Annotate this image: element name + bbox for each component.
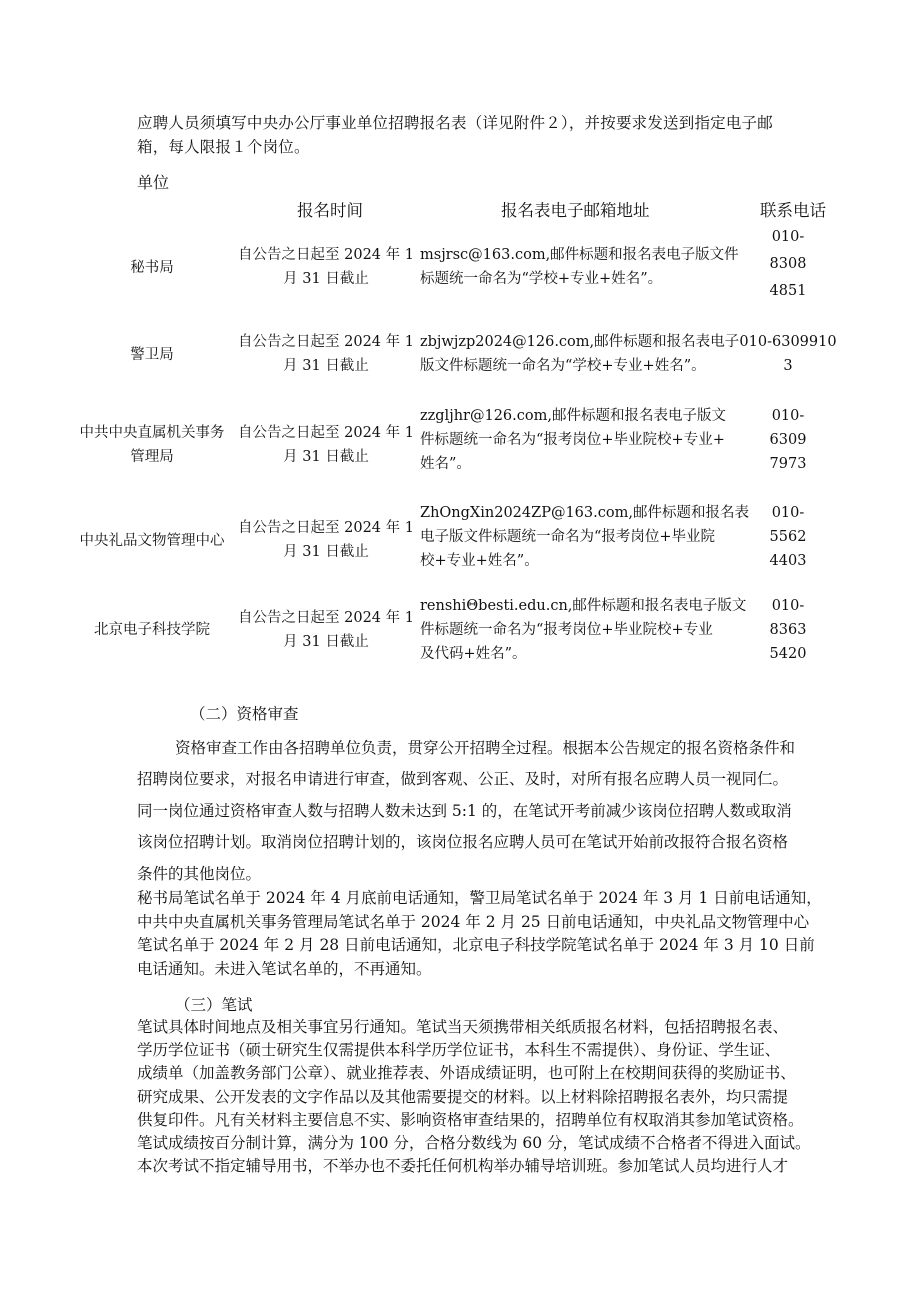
table-cell-unit: 北京电子科技学院 bbox=[94, 622, 210, 638]
table-cell-time: 自公告之日起至 2024 年 1 月 31 日截止 bbox=[238, 520, 414, 560]
table-header-email: 报名表电子邮箱地址 bbox=[501, 201, 650, 220]
table-cell-unit: 警卫局 bbox=[130, 347, 174, 363]
table-cell-unit: 中共中央直属机关事务 管理局 bbox=[79, 425, 225, 465]
section-heading-written-exam: （三）笔试 bbox=[175, 996, 253, 1014]
table-header-phone: 联系电话 bbox=[760, 201, 826, 220]
table-cell-time: 自公告之日起至 2024 年 1 月 31 日截止 bbox=[238, 610, 414, 650]
table-cell-phone: 010- 8363 5420 bbox=[769, 598, 807, 662]
section2-paragraph2: 秘书局笔试名单于 2024 年 4 月底前电话通知，警卫局笔试名单于 2024 年 3 月 1 日前电话通知， 中共中央直属机关事务管理局笔试名单于 2024 年 2 月 25 日前电话通知，中央礼品文物管理中心 笔试名单于 2024 年 2 月 28 日前电话通知，北京电子科技学院笔试名单于 2024 年 3 月 10 日前 电话通知。未进入笔试名单的，不再通知。 bbox=[137, 889, 822, 978]
table-cell-unit: 秘书局 bbox=[130, 260, 174, 276]
table-cell-email: zzgljhr@126.com,邮件标题和报名表电子版文 件标题统一命名为“报考岗位+毕业院校+专业+ 姓名”。 bbox=[420, 408, 726, 472]
table-cell-email: zbjwjzp2024@126.com,邮件标题和报名表电子 版文件标题统一命名为“学校+专业+姓名”。 bbox=[420, 334, 740, 374]
table-cell-email: ZhOngXin2024ZP@163.com,邮件标题和报名表 电子版文件标题统一命名为“报考岗位+毕业院 校+专业+姓名”。 bbox=[420, 505, 749, 569]
table-header-time: 报名时间 bbox=[297, 201, 363, 220]
table-header-unit: 单位 bbox=[137, 173, 170, 192]
section2-paragraph1: 资格审查工作由各招聘单位负责，贯穿公开招聘全过程。根据本公告规定的报名资格条件和 bbox=[175, 739, 796, 757]
table-cell-phone: 010- 8308 4851 bbox=[769, 229, 807, 299]
intro-paragraph bbox=[137, 111, 773, 159]
table-cell-phone: 010- 5562 4403 bbox=[769, 505, 807, 569]
table-cell-email: msjrsc@163.com,邮件标题和报名表电子版文件 标题统一命名为“学校+专业+姓名”。 bbox=[420, 247, 739, 287]
section3-paragraph: 笔试具体时间地点及相关事宜另行通知。笔试当天须携带相关纸质报名材料，包括招聘报名表、 学历学位证书（硕士研究生仅需提供本科学历学位证书，本科生不需提供）、身份证、学生证、 成绩单（加盖教务部门公章）、就业推荐表、外语成绩证明，也可附上在校期间获得的奖励证书、 研究成果、公开发表的文字作品以及其他需要提交的材料。以上材料除招聘报名表外，均只需提 供复印件。凡有关材料主要信息不实、影响资格审查结果的，招聘单位有权取消其参加笔试资格。 笔试成绩按百分制计算，满分为 100 分，合格分数线为 60 分，笔试成绩不合格者不得进入面试。 本次考试不指定辅导用书，不举办也不委托任何机构举办辅导培训班。参加笔试人员均进行人才 bbox=[137, 1018, 811, 1176]
table-cell-phone: 010-6309910 3 bbox=[739, 334, 837, 374]
intro-line: 箱，每人限报１个岗位。 bbox=[137, 138, 310, 156]
table-cell-email: renshiΘbesti.edu.cn,邮件标题和报名表电子版文 件标题统一命名为“报考岗位+毕业院校+专业 及代码+姓名”。 bbox=[420, 598, 747, 662]
table-cell-phone: 010- 6309 7973 bbox=[769, 408, 807, 472]
section2-paragraph1-cont: 招聘岗位要求，对报名申请进行审查，做到客观、公正、及时，对所有报名应聘人员一视同仁。 同一岗位通过资格审查人数与招聘人数未达到 5:1 的，在笔试开考前减少该岗位招聘人数或取消 该岗位招聘计划。取消岗位招聘计划的，该岗位报名应聘人员可在笔试开始前改报符合报名资格 条件的其他岗位。 bbox=[137, 770, 792, 883]
table-cell-unit: 中央礼品文物管理中心 bbox=[79, 533, 225, 549]
table-cell-time: 自公告之日起至 2024 年 1 月 31 日截止 bbox=[238, 425, 414, 465]
section-heading-qualification: （二）资格审查 bbox=[190, 705, 299, 723]
intro-line: 应聘人员须填写中央办公厅事业单位招聘报名表（详见附件２），并按要求发送到指定电子邮 bbox=[137, 114, 773, 132]
table-cell-time: 自公告之日起至 2024 年 1 月 31 日截止 bbox=[238, 334, 414, 374]
table-cell-time: 自公告之日起至 2024 年 1 月 31 日截止 bbox=[238, 247, 414, 287]
